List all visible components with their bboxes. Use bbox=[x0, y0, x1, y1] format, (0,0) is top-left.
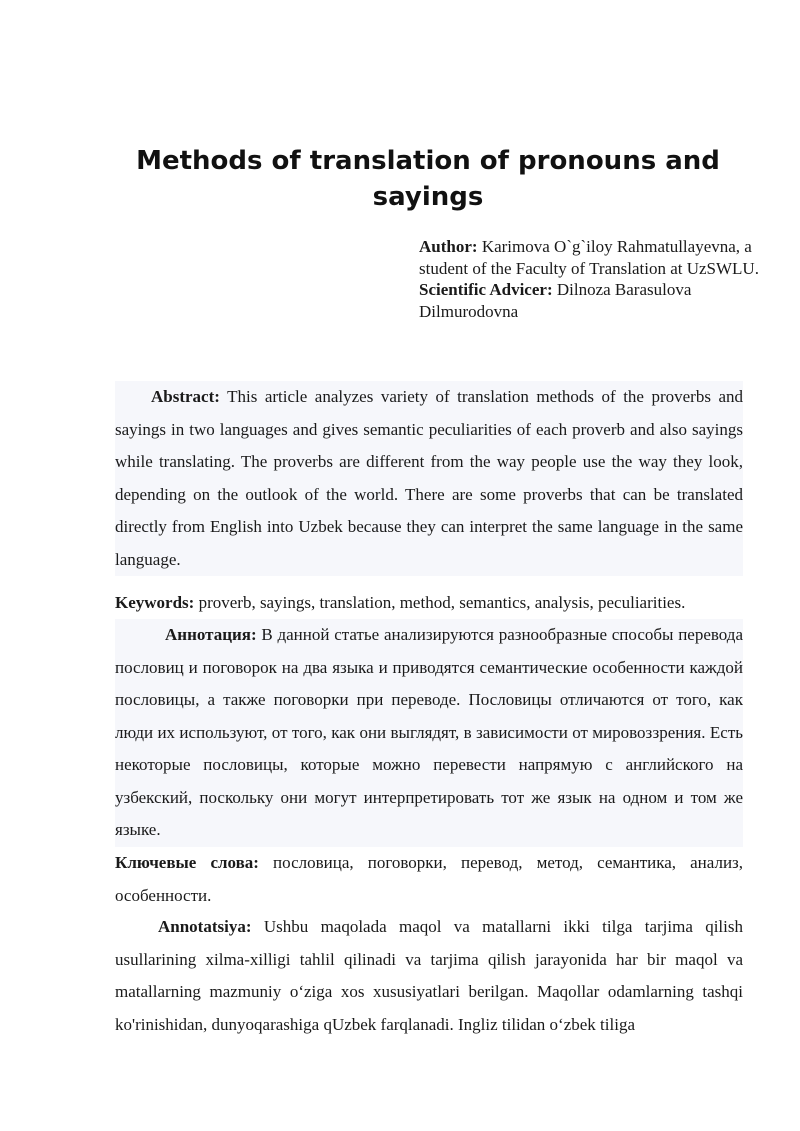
keywords-ru-label: Ключевые слова: bbox=[115, 853, 259, 872]
title-line-1: Methods of translation of pronouns and bbox=[136, 146, 720, 176]
author-label: Author: bbox=[419, 237, 478, 256]
paper-title bbox=[130, 143, 726, 215]
abstract-en bbox=[115, 381, 743, 576]
abstract-uz bbox=[115, 911, 743, 1041]
author-text: Karimova O`g`iloy Rahmatullayevna, a student of the Faculty of Translation at UzSWLU. bbox=[419, 237, 759, 278]
abstract-en-label: Abstract: bbox=[151, 387, 220, 406]
keywords-ru-text: пословица, поговорки, перевод, метод, семантика, анализ, особенности. bbox=[115, 853, 744, 905]
abstract-en-text: This article analyzes variety of translation methods of the proverbs and sayings in two languages and gives semantic peculiarities of each proverb and also sayings while translating. The proverbs are different from the way people use the way they look, depending on the outlook of the world. There are some proverbs that can be translated directly from English into Uzbek because they can interpret the same language in the same language. bbox=[115, 387, 743, 569]
abstract-ru bbox=[115, 619, 743, 847]
author-block bbox=[419, 236, 759, 322]
keywords-en bbox=[115, 587, 743, 619]
keywords-ru bbox=[115, 847, 743, 912]
advicer-label: Scientific Advicer: bbox=[419, 280, 553, 299]
keywords-en-label: Keywords: bbox=[115, 593, 195, 612]
advicer-text: Dilnoza Barasulova Dilmurodovna bbox=[419, 280, 692, 321]
keywords-en-text: proverb, sayings, translation, method, semantics, analysis, peculiarities. bbox=[194, 593, 686, 612]
abstract-uz-label: Annotatsiya: bbox=[158, 917, 252, 936]
abstract-ru-text: В данной статье анализируются разнообразные способы перевода пословиц и поговорок на два языка и приводятся семантические особенности каждой пословицы, а также поговорки при переводе. Пословицы отличаются от того, как люди их используют, от того, как они выглядят, в зависимости от мировоззрения. Есть некоторые пословицы, которые можно перевести напрямую с английского на узбекский, поскольку они могут интерпретировать тот же язык на одном и том же языке. bbox=[115, 625, 743, 839]
abstract-uz-text: Ushbu maqolada maqol va matallarni ikki tilga tarjima qilish usullarining xilma-xilligi tahlil qilinadi va tarjima qilish jarayonida har bir maqol va matallarning mazmuniy o‘ziga xos xususiyatlari berilgan. Maqollar odamlarning tashqi ko'rinishidan, dunyoqarashiga qUzbek farqlanadi. Ingliz tilidan o‘zbek tiliga bbox=[115, 917, 743, 1034]
title-line-2: sayings bbox=[372, 182, 484, 212]
abstract-ru-label: Аннотация: bbox=[165, 625, 257, 644]
